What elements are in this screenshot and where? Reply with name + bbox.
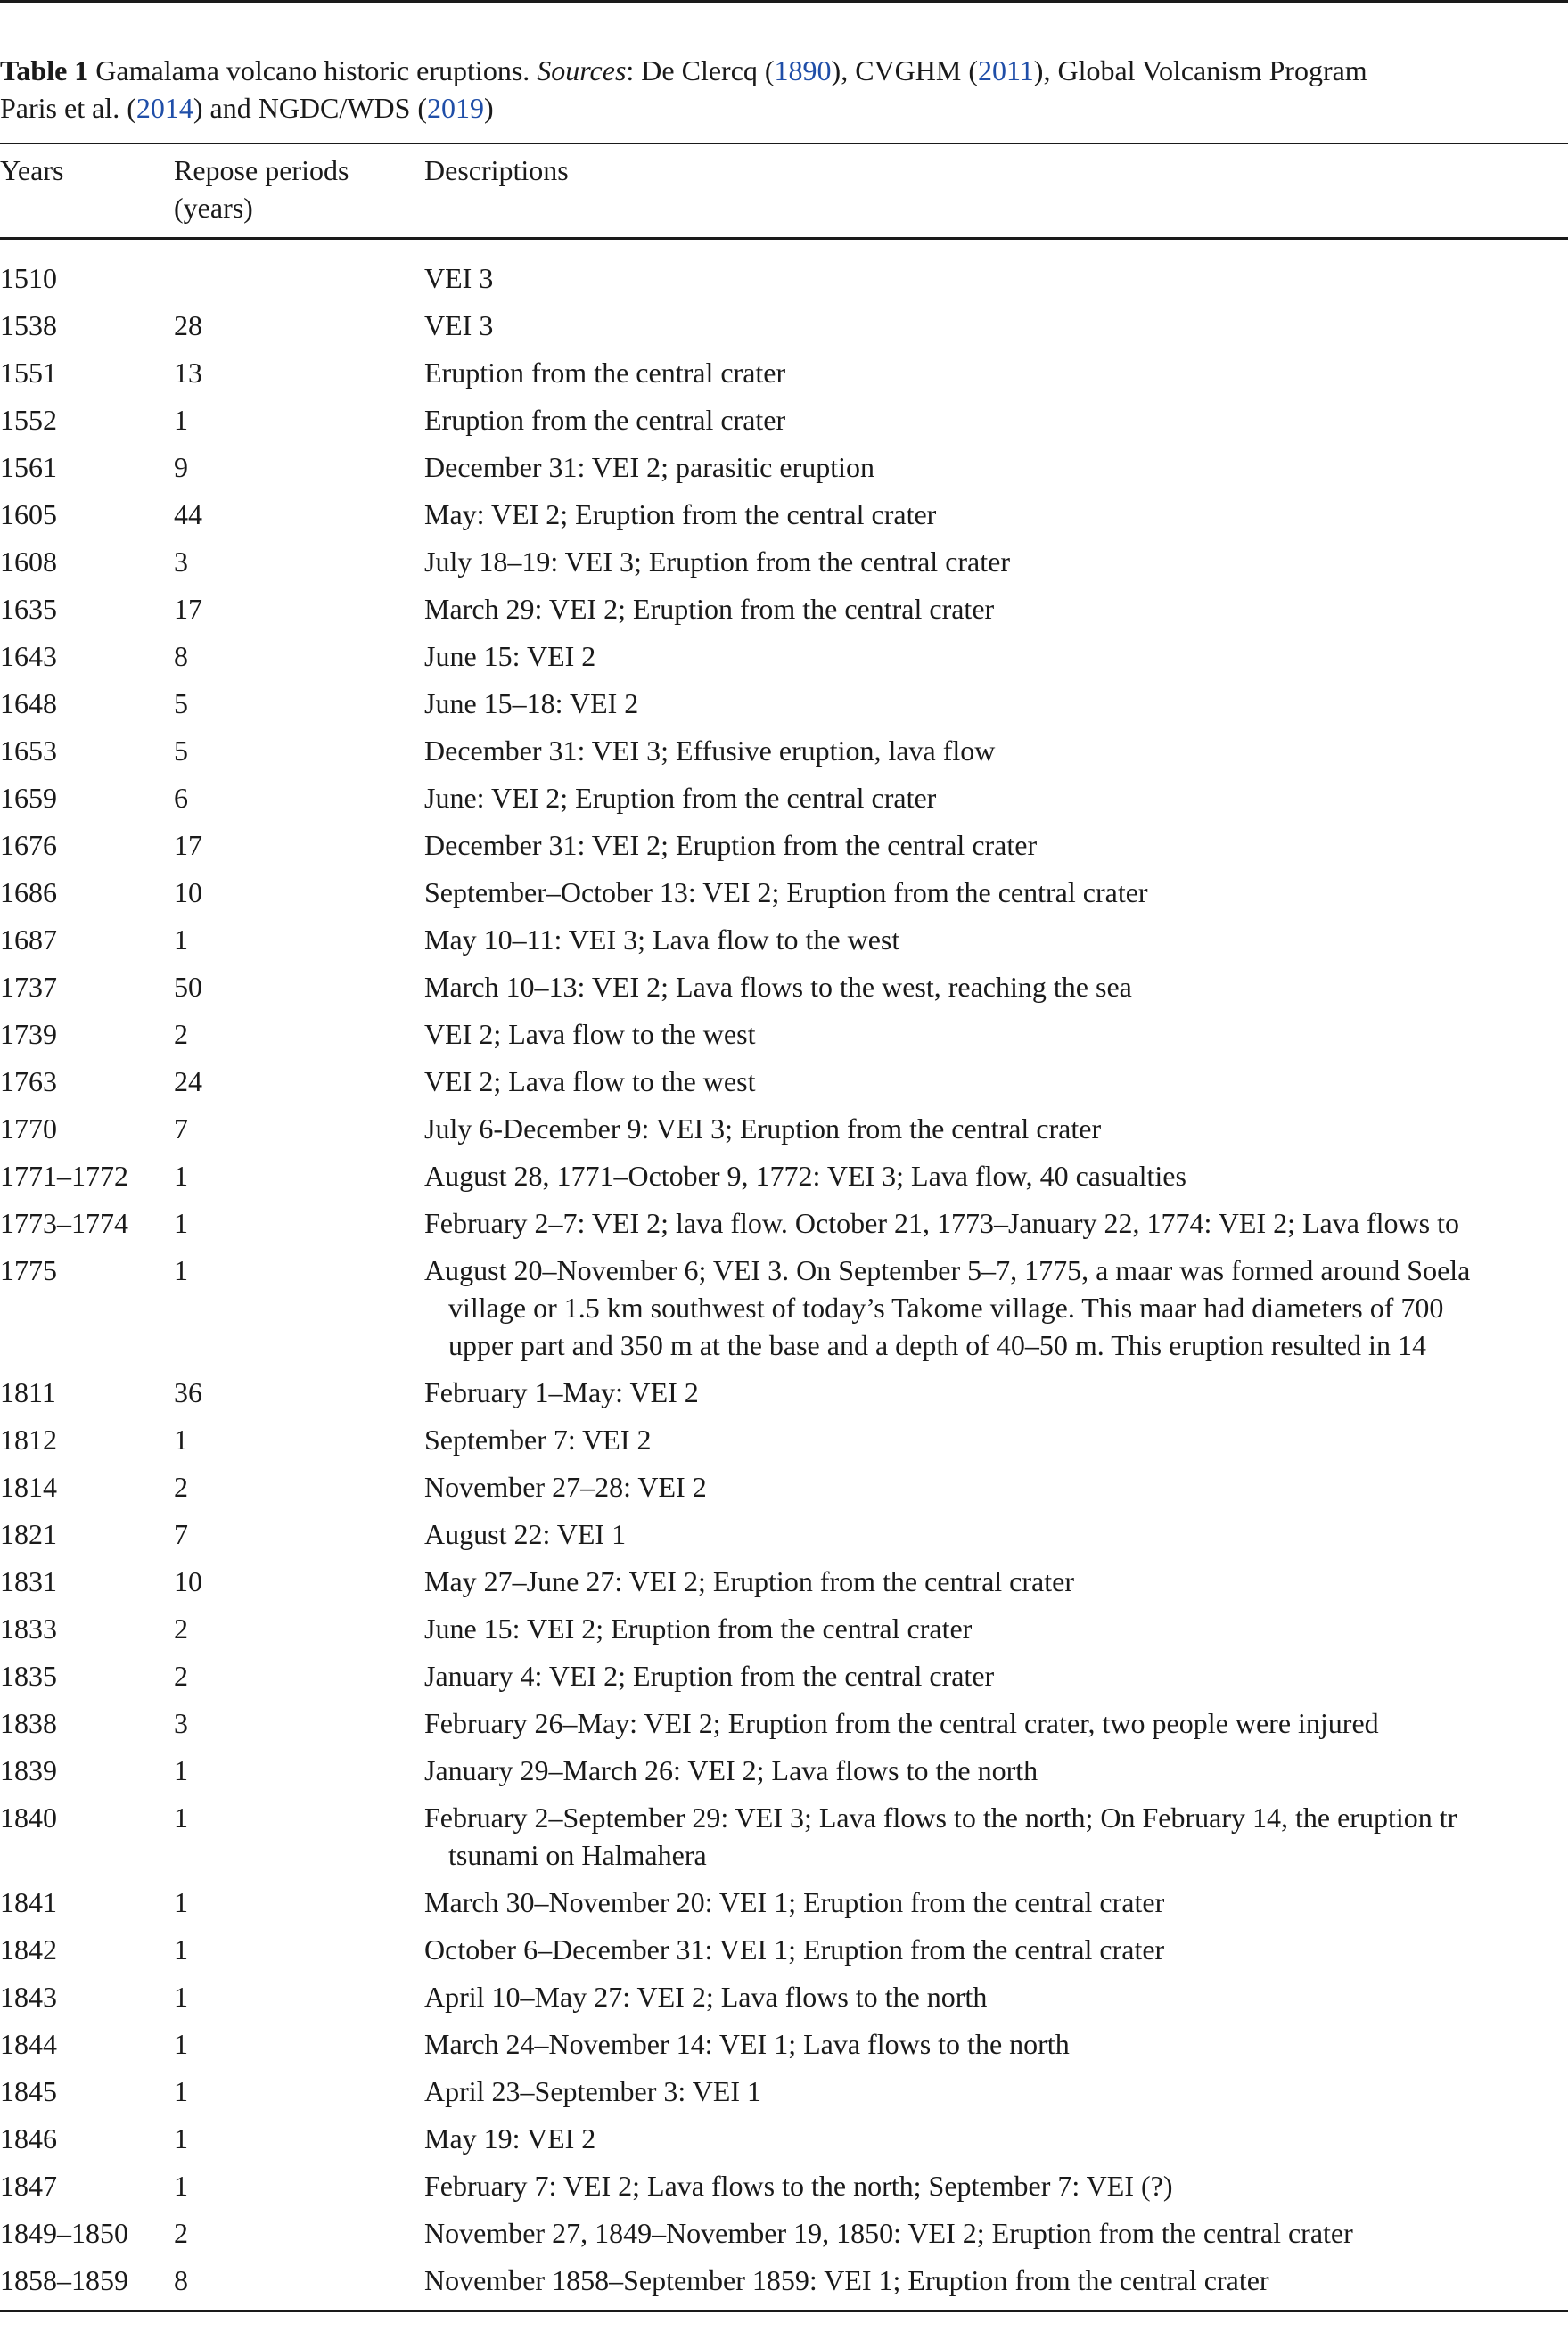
table-row (0, 255, 1568, 302)
table-row (0, 1464, 1568, 1511)
description-line: August 20–November 6; VEI 3. On September 5–7, 1775, a maar was formed around Soela (424, 1254, 1471, 1286)
table-row (0, 633, 1568, 680)
table-row (0, 2163, 1568, 2210)
description-line: May 27–June 27: VEI 2; Eruption from the central crater (424, 1565, 1074, 1597)
caption-text: ) (484, 92, 494, 124)
cell-repose-period: 17 (174, 593, 202, 625)
cell-year: 1608 (0, 546, 57, 578)
cell-repose-period: 17 (174, 829, 202, 861)
cell-repose-period: 24 (174, 1065, 202, 1097)
cell-repose-period: 1 (174, 1424, 188, 1456)
cell-description (424, 1110, 1568, 1147)
caption-text: Gamalama volcano historic eruptions. (88, 54, 538, 86)
cell-year: 1510 (0, 262, 57, 294)
caption-text: ), Global Volcanism Program (1033, 54, 1367, 86)
cell-year: 1552 (0, 404, 57, 436)
cell-description (424, 1468, 1568, 1506)
cell-year: 1643 (0, 640, 57, 672)
table-row (0, 1794, 1568, 1879)
cell-repose-period: 8 (174, 640, 188, 672)
cell-repose-period: 7 (174, 1518, 188, 1550)
cell-repose-period: 1 (174, 1802, 188, 1834)
cell-description (424, 543, 1568, 580)
caption-line-1 (0, 52, 1568, 89)
cell-description (424, 732, 1568, 769)
cell-description (424, 921, 1568, 958)
description-line: September–October 13: VEI 2; Eruption from the central crater (424, 876, 1148, 908)
cell-repose-period: 2 (174, 1471, 188, 1503)
cell-year: 1775 (0, 1254, 57, 1286)
cell-year: 1739 (0, 1018, 57, 1050)
cell-repose-period: 3 (174, 1707, 188, 1739)
cell-repose-period: 1 (174, 1754, 188, 1786)
cell-repose-period: 1 (174, 1886, 188, 1918)
description-line: December 31: VEI 2; parasitic eruption (424, 451, 875, 483)
cell-year: 1737 (0, 971, 57, 1003)
cell-year: 1839 (0, 1754, 57, 1786)
table-row (0, 2210, 1568, 2257)
cell-year: 1814 (0, 1471, 57, 1503)
cell-description (424, 1421, 1568, 1458)
cell-year: 1846 (0, 2122, 57, 2155)
cell-year: 1687 (0, 923, 57, 956)
table-row (0, 491, 1568, 538)
table-row (0, 1200, 1568, 1247)
table-row (0, 444, 1568, 491)
description-line: May: VEI 2; Eruption from the central crater (424, 498, 937, 530)
cell-description (424, 2167, 1568, 2204)
description-line: June 15: VEI 2; Eruption from the central crater (424, 1613, 973, 1645)
table-row (0, 1974, 1568, 2021)
cell-repose-period: 28 (174, 309, 202, 341)
description-line: August 22: VEI 1 (424, 1518, 627, 1550)
table-row (0, 1747, 1568, 1794)
cell-repose-period: 10 (174, 876, 202, 908)
description-line: March 29: VEI 2; Eruption from the central crater (424, 593, 995, 625)
table-row (0, 1558, 1568, 1605)
cell-year: 1845 (0, 2075, 57, 2107)
description-line: February 2–September 29: VEI 3; Lava flows to the north; On February 14, the eruption tr (424, 1802, 1457, 1834)
table-row (0, 1605, 1568, 1653)
table-top-rule (0, 143, 1568, 144)
table-row (0, 1058, 1568, 1105)
cell-year: 1648 (0, 687, 57, 719)
cell-repose-period: 8 (174, 2264, 188, 2296)
description-line: June 15–18: VEI 2 (424, 687, 639, 719)
description-line: October 6–December 31: VEI 1; Eruption from the central crater (424, 1933, 1165, 1966)
table-row (0, 1011, 1568, 1058)
table-row (0, 2068, 1568, 2115)
cell-year: 1773–1774 (0, 1207, 128, 1239)
cell-year: 1763 (0, 1065, 57, 1097)
cell-description (424, 1252, 1568, 1364)
cell-description (424, 1978, 1568, 2015)
description-line: VEI 3 (424, 262, 494, 294)
table-bottom-rule (0, 2310, 1568, 2312)
citation-link[interactable]: 2014 (135, 92, 193, 124)
caption-label: Table 1 (0, 54, 89, 86)
cell-year: 1847 (0, 2170, 57, 2202)
cell-year: 1605 (0, 498, 57, 530)
citation-link[interactable]: 2019 (427, 92, 485, 124)
cell-year: 1849–1850 (0, 2217, 128, 2249)
cell-year: 1771–1772 (0, 1160, 128, 1192)
table-row (0, 1247, 1568, 1369)
cell-description (424, 1657, 1568, 1695)
cell-year: 1659 (0, 782, 57, 814)
header-rule (0, 237, 1568, 240)
cell-year: 1676 (0, 829, 57, 861)
cell-description (424, 1610, 1568, 1647)
description-line: November 27–28: VEI 2 (424, 1471, 707, 1503)
table-row (0, 822, 1568, 869)
cell-description (424, 1015, 1568, 1053)
cell-description (424, 779, 1568, 817)
cell-repose-period: 5 (174, 687, 188, 719)
table-row (0, 916, 1568, 964)
cell-year: 1833 (0, 1613, 57, 1645)
description-line: November 1858–September 1859: VEI 1; Eruption from the central crater (424, 2264, 1269, 2296)
cell-repose-period: 2 (174, 1660, 188, 1692)
cell-description (424, 874, 1568, 911)
description-line: September 7: VEI 2 (424, 1424, 652, 1456)
description-line: village or 1.5 km southwest of today’s Takome village. This maar had diameters of 700 (448, 1292, 1444, 1324)
cell-description (424, 448, 1568, 486)
table-row (0, 586, 1568, 633)
cell-repose-period: 9 (174, 451, 188, 483)
cell-description (424, 1204, 1568, 1242)
cell-description (424, 496, 1568, 533)
description-line: July 6-December 9: VEI 3; Eruption from the central crater (424, 1112, 1102, 1145)
table-body (0, 255, 1568, 2304)
cell-year: 1835 (0, 1660, 57, 1692)
description-line: March 10–13: VEI 2; Lava flows to the west, reaching the sea (424, 971, 1132, 1003)
cell-year: 1635 (0, 593, 57, 625)
description-line: May 19: VEI 2 (424, 2122, 596, 2155)
table-row (0, 1879, 1568, 1926)
table-row (0, 1511, 1568, 1558)
description-line: May 10–11: VEI 3; Lava flow to the west (424, 923, 900, 956)
cell-repose-period: 36 (174, 1376, 202, 1408)
table-row (0, 775, 1568, 822)
table-row (0, 1653, 1568, 1700)
cell-repose-period: 5 (174, 735, 188, 767)
cell-year: 1838 (0, 1707, 57, 1739)
cell-description (424, 2120, 1568, 2157)
cell-repose-period: 1 (174, 1207, 188, 1239)
description-line: July 18–19: VEI 3; Eruption from the central crater (424, 546, 1010, 578)
table-row (0, 727, 1568, 775)
cell-description (424, 1063, 1568, 1100)
top-rule (0, 0, 1568, 3)
cell-year: 1821 (0, 1518, 57, 1550)
cell-repose-period: 1 (174, 2028, 188, 2060)
cell-description (424, 1931, 1568, 1968)
cell-year: 1551 (0, 357, 57, 389)
cell-repose-period: 6 (174, 782, 188, 814)
cell-repose-period: 1 (174, 2170, 188, 2202)
cell-year: 1841 (0, 1886, 57, 1918)
caption-text: : De Clercq ( (626, 54, 775, 86)
caption-text: ) and NGDC/WDS ( (193, 92, 428, 124)
description-line: January 4: VEI 2; Eruption from the central crater (424, 1660, 995, 1692)
table-row (0, 2257, 1568, 2304)
cell-year: 1842 (0, 1933, 57, 1966)
table-row (0, 2021, 1568, 2068)
description-line: December 31: VEI 3; Effusive eruption, lava flow (424, 735, 996, 767)
cell-repose-period: 2 (174, 1613, 188, 1645)
table-row (0, 1700, 1568, 1747)
cell-year: 1653 (0, 735, 57, 767)
cell-description (424, 307, 1568, 344)
cell-description (424, 590, 1568, 628)
cell-description (424, 1515, 1568, 1553)
cell-description (424, 1374, 1568, 1411)
cell-description (424, 401, 1568, 439)
cell-year: 1840 (0, 1802, 57, 1834)
description-line: June 15: VEI 2 (424, 640, 596, 672)
cell-year: 1538 (0, 309, 57, 341)
cell-repose-period: 13 (174, 357, 202, 389)
cell-year: 1831 (0, 1565, 57, 1597)
cell-description (424, 2214, 1568, 2252)
table-caption (0, 52, 1568, 127)
description-line: upper part and 350 m at the base and a depth of 40–50 m. This eruption resulted in 14 (448, 1329, 1426, 1361)
table-row (0, 1369, 1568, 1416)
table-row (0, 680, 1568, 727)
citation-link[interactable]: 1890 (774, 54, 832, 86)
table-row (0, 302, 1568, 349)
citation-link[interactable]: 2011 (977, 54, 1034, 86)
table-row (0, 1416, 1568, 1464)
cell-description (424, 826, 1568, 864)
description-line: February 7: VEI 2; Lava flows to the north; September 7: VEI (?) (424, 2170, 1173, 2202)
cell-description (424, 259, 1568, 297)
cell-description (424, 685, 1568, 722)
cell-repose-period: 10 (174, 1565, 202, 1597)
cell-repose-period: 1 (174, 1933, 188, 1966)
cell-year: 1858–1859 (0, 2264, 128, 2296)
table-row (0, 397, 1568, 444)
cell-description (424, 1752, 1568, 1789)
cell-repose-period: 1 (174, 404, 188, 436)
cell-description (424, 968, 1568, 1005)
cell-year: 1561 (0, 451, 57, 483)
description-line: April 10–May 27: VEI 2; Lava flows to the north (424, 1981, 988, 2013)
cell-year: 1770 (0, 1112, 57, 1145)
description-line: tsunami on Halmahera (448, 1839, 707, 1871)
description-line: VEI 2; Lava flow to the west (424, 1065, 756, 1097)
header-descriptions: Descriptions (424, 154, 569, 186)
cell-description (424, 1799, 1568, 1874)
cell-repose-period: 44 (174, 498, 202, 530)
cell-description (424, 637, 1568, 675)
description-line: December 31: VEI 2; Eruption from the central crater (424, 829, 1038, 861)
cell-description (424, 1884, 1568, 1921)
table-row (0, 538, 1568, 586)
cell-repose-period: 1 (174, 1160, 188, 1192)
description-line: June: VEI 2; Eruption from the central crater (424, 782, 937, 814)
header-repose-line-1: Repose periods (174, 154, 349, 186)
header-years: Years (0, 154, 64, 186)
cell-repose-period: 1 (174, 1254, 188, 1286)
cell-repose-period: 50 (174, 971, 202, 1003)
table-row (0, 1153, 1568, 1200)
description-line: January 29–March 26: VEI 2; Lava flows to the north (424, 1754, 1038, 1786)
description-line: March 30–November 20: VEI 1; Eruption from the central crater (424, 1886, 1165, 1918)
cell-repose-period: 1 (174, 923, 188, 956)
table-row (0, 349, 1568, 397)
table-row (0, 1105, 1568, 1153)
description-line: Eruption from the central crater (424, 404, 786, 436)
cell-year: 1686 (0, 876, 57, 908)
description-line: Eruption from the central crater (424, 357, 786, 389)
description-line: March 24–November 14: VEI 1; Lava flows to the north (424, 2028, 1070, 2060)
cell-description (424, 1157, 1568, 1194)
cell-description (424, 1704, 1568, 1742)
description-line: February 1–May: VEI 2 (424, 1376, 699, 1408)
cell-repose-period: 1 (174, 2075, 188, 2107)
cell-repose-period: 2 (174, 1018, 188, 1050)
cell-description (424, 1563, 1568, 1600)
description-line: November 27, 1849–November 19, 1850: VEI 2; Eruption from the central crater (424, 2217, 1353, 2249)
table-row (0, 2115, 1568, 2163)
description-line: April 23–September 3: VEI 1 (424, 2075, 762, 2107)
caption-text: Paris et al. ( (0, 92, 136, 124)
table-row (0, 869, 1568, 916)
cell-description (424, 354, 1568, 391)
cell-year: 1844 (0, 2028, 57, 2060)
cell-repose-period: 1 (174, 1981, 188, 2013)
cell-repose-period: 2 (174, 2217, 188, 2249)
cell-year: 1811 (0, 1376, 56, 1408)
description-line: VEI 2; Lava flow to the west (424, 1018, 756, 1050)
caption-sources-label: Sources (537, 54, 627, 86)
cell-description (424, 2025, 1568, 2063)
description-line: VEI 3 (424, 309, 494, 341)
table-row (0, 1926, 1568, 1974)
description-line: February 2–7: VEI 2; lava flow. October 21, 1773–January 22, 1774: VEI 2; Lava flows to (424, 1207, 1459, 1239)
description-line: February 26–May: VEI 2; Eruption from the central crater, two people were injured (424, 1707, 1379, 1739)
cell-year: 1812 (0, 1424, 57, 1456)
header-repose-line-2: (years) (174, 192, 253, 224)
description-line: August 28, 1771–October 9, 1772: VEI 3; Lava flow, 40 casualties (424, 1160, 1186, 1192)
cell-repose-period: 7 (174, 1112, 188, 1145)
cell-repose-period: 1 (174, 2122, 188, 2155)
caption-text: ), CVGHM ( (831, 54, 978, 86)
table-row (0, 964, 1568, 1011)
cell-repose-period: 3 (174, 546, 188, 578)
caption-line-2 (0, 89, 1568, 127)
cell-year: 1843 (0, 1981, 57, 2013)
cell-description (424, 2261, 1568, 2299)
cell-description (424, 2072, 1568, 2110)
